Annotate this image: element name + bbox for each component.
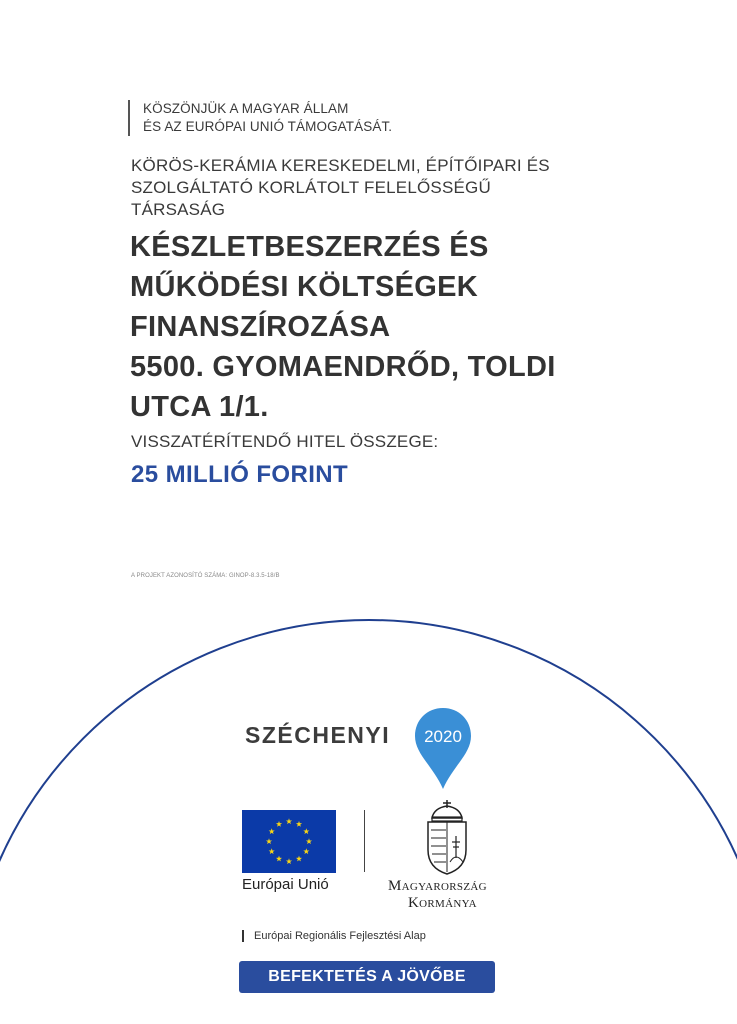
acknowledgement-line-1: KÖSZÖNJÜK A MAGYAR ÁLLAM (143, 101, 349, 116)
acknowledgement (128, 100, 392, 136)
government-label-line-2: Kormánya (408, 895, 477, 911)
project-title-line-1: KÉSZLETBESZERZÉS ÉS (130, 231, 489, 263)
eu-flag-icon (242, 810, 336, 873)
szechenyi-logo-text: SZÉCHENYI (245, 722, 391, 748)
project-title (130, 227, 650, 427)
szechenyi-pin-icon (413, 706, 473, 791)
project-id: A PROJEKT AZONOSÍTÓ SZÁMA: GINOP-8.3.5-18/B (131, 573, 280, 579)
slogan-banner: BEFEKTETÉS A JÖVŐBE (239, 961, 495, 993)
project-title-line-3: FINANSZÍROZÁSA (130, 311, 391, 343)
project-address-line-1: 5500. GYOMAENDRŐD, TOLDI (130, 351, 556, 383)
beneficiary-name (131, 155, 651, 221)
beneficiary-line-3: TÁRSASÁG (131, 200, 226, 219)
szechenyi-year: 2020 (424, 727, 462, 746)
beneficiary-line-1: KÖRÖS-KERÁMIA KERESKEDELMI, ÉPÍTŐIPARI ÉS (131, 156, 550, 175)
government-label-line-1: Magyarország (388, 878, 487, 894)
loan-label: VISSZATÉRÍTENDŐ HITEL ÖSSZEGE: (131, 432, 439, 451)
hungarian-coat-of-arms-icon (420, 800, 474, 876)
project-address-line-2: UTCA 1/1. (130, 391, 269, 423)
acknowledgement-line-2: ÉS AZ EURÓPAI UNIÓ TÁMOGATÁSÁT. (143, 119, 393, 134)
project-title-line-2: MŰKÖDÉSI KÖLTSÉGEK (130, 271, 479, 303)
loan-amount: 25 MILLIÓ FORINT (131, 461, 349, 488)
eu-label: Európai Unió (242, 876, 329, 893)
beneficiary-line-2: SZOLGÁLTATÓ KORLÁTOLT FELELŐSSÉGŰ (131, 178, 491, 197)
fund-name: Európai Regionális Fejlesztési Alap (242, 930, 426, 942)
logo-divider (364, 810, 365, 872)
